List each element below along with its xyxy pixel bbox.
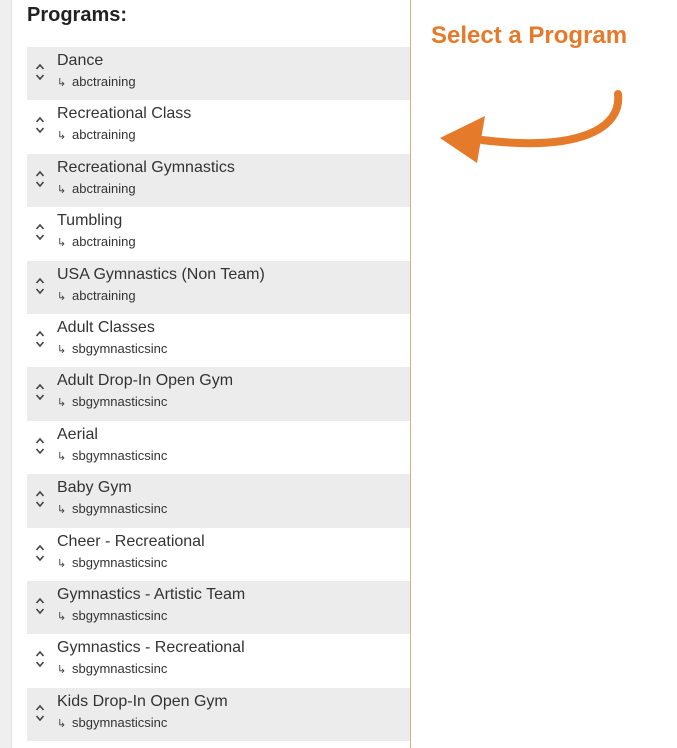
program-account — [57, 555, 167, 570]
subitem-arrow-icon: ↳ — [57, 290, 67, 303]
select-program-annotation: Select a Program — [431, 22, 628, 49]
sort-chevrons-icon[interactable] — [35, 62, 45, 82]
sort-chevrons-icon[interactable] — [35, 222, 45, 242]
program-item[interactable] — [27, 581, 410, 634]
program-account — [57, 608, 167, 623]
subitem-arrow-icon: ↳ — [57, 130, 67, 143]
subitem-arrow-icon: ↳ — [57, 664, 67, 677]
program-item[interactable] — [27, 421, 410, 474]
program-name: Gymnastics - Recreational — [57, 639, 245, 657]
program-account-label: abctraining — [72, 74, 136, 89]
program-account-label: sbgymnasticsinc — [72, 501, 168, 517]
program-item[interactable] — [27, 367, 410, 420]
program-account — [57, 181, 136, 196]
program-account-label: abctraining — [72, 287, 136, 303]
sort-chevrons-icon[interactable] — [35, 543, 45, 563]
program-item[interactable] — [27, 261, 410, 314]
program-item[interactable] — [27, 207, 410, 260]
program-account — [57, 715, 167, 730]
program-account — [57, 661, 167, 676]
program-item[interactable] — [27, 47, 410, 100]
program-account — [57, 501, 167, 516]
program-account-label: sbgymnasticsinc — [72, 447, 168, 463]
programs-panel — [12, 0, 411, 748]
program-name: Cheer - Recreational — [57, 532, 205, 550]
program-list — [27, 47, 410, 741]
program-account — [57, 74, 136, 89]
program-name: Baby Gym — [57, 479, 132, 497]
program-name: Recreational Gymnastics — [57, 158, 235, 176]
program-name: Adult Classes — [57, 318, 155, 336]
program-account-label: sbgymnasticsinc — [72, 554, 168, 570]
sort-chevrons-icon[interactable] — [35, 329, 45, 349]
program-account-label: sbgymnasticsinc — [72, 340, 168, 356]
sort-chevrons-icon[interactable] — [35, 489, 45, 509]
subitem-arrow-icon: ↳ — [57, 397, 67, 410]
program-name: USA Gymnastics (Non Team) — [57, 265, 265, 283]
program-name: Kids Drop-In Open Gym — [57, 692, 228, 710]
program-account — [57, 127, 136, 142]
program-account-label: sbgymnasticsinc — [72, 714, 168, 730]
subitem-arrow-icon: ↳ — [57, 450, 67, 463]
program-item[interactable] — [27, 154, 410, 207]
sort-chevrons-icon[interactable] — [35, 596, 45, 616]
program-account-label: abctraining — [72, 180, 136, 196]
program-account-label: sbgymnasticsinc — [72, 607, 168, 623]
sort-chevrons-icon[interactable] — [35, 649, 45, 669]
program-account — [57, 288, 136, 303]
program-account-label: abctraining — [72, 234, 136, 250]
subitem-arrow-icon: ↳ — [57, 183, 67, 196]
sort-chevrons-icon[interactable] — [35, 115, 45, 135]
program-name: Dance — [57, 52, 104, 69]
program-item[interactable] — [27, 528, 410, 581]
sort-chevrons-icon[interactable] — [35, 382, 45, 402]
program-account-label: sbgymnasticsinc — [72, 661, 168, 677]
sort-chevrons-icon[interactable] — [35, 703, 45, 723]
curved-arrow-left-icon — [430, 80, 640, 180]
program-account — [57, 234, 136, 249]
program-item[interactable] — [27, 314, 410, 367]
subitem-arrow-icon: ↳ — [57, 504, 67, 517]
program-account — [57, 394, 167, 409]
subitem-arrow-icon: ↳ — [57, 717, 67, 730]
program-name: Tumbling — [57, 212, 123, 230]
program-item[interactable] — [27, 100, 410, 153]
subitem-arrow-icon: ↳ — [57, 610, 67, 623]
subitem-arrow-icon: ↳ — [57, 343, 67, 356]
program-name: Adult Drop-In Open Gym — [57, 372, 234, 390]
sort-chevrons-icon[interactable] — [35, 276, 45, 296]
programs-heading: Programs: — [27, 4, 128, 26]
program-name: Aerial — [57, 425, 98, 443]
program-name: Gymnastics - Artistic Team — [57, 585, 246, 603]
subitem-arrow-icon: ↳ — [57, 237, 67, 250]
program-account — [57, 448, 167, 463]
subitem-arrow-icon: ↳ — [57, 77, 67, 89]
program-account-label: sbgymnasticsinc — [72, 394, 168, 410]
sort-chevrons-icon[interactable] — [35, 436, 45, 456]
program-name: Recreational Class — [57, 105, 192, 123]
sort-chevrons-icon[interactable] — [35, 169, 45, 189]
program-item[interactable] — [27, 688, 410, 741]
program-account-label: abctraining — [72, 127, 136, 143]
left-gutter — [0, 0, 12, 748]
subitem-arrow-icon: ↳ — [57, 557, 67, 570]
program-account — [57, 341, 167, 356]
program-item[interactable] — [27, 634, 410, 687]
program-item[interactable] — [27, 474, 410, 527]
